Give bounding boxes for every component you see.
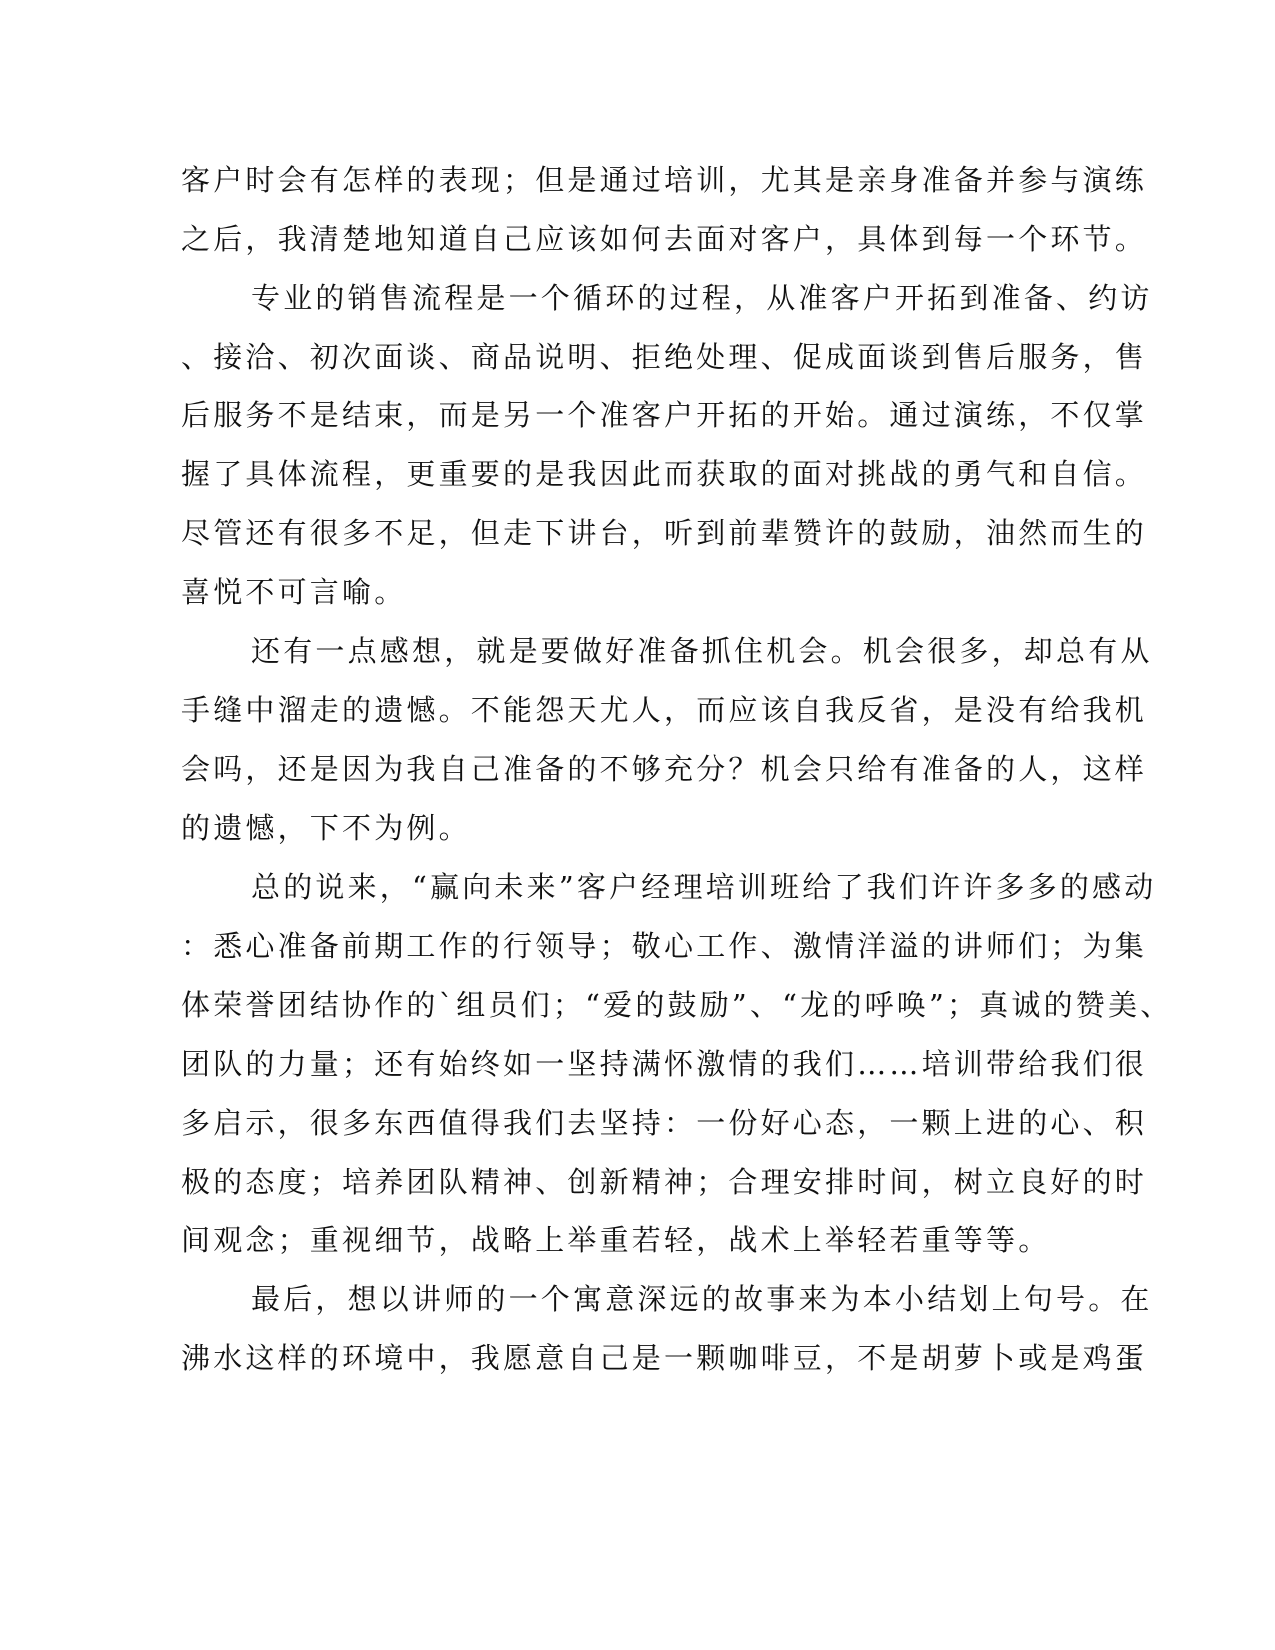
text-line: 间观念；重视细节，战略上举重若轻，战术上举轻若重等等。 [181,1223,1051,1257]
text-line: 的遗憾，下不为例。 [181,811,471,845]
text-line: 团队的力量；还有始终如一坚持满怀激情的我们……培训带给我们很 [181,1047,1148,1081]
paragraph-start-line: 专业的销售流程是一个循环的过程，从准客户开拓到准备、约访 [251,281,1153,315]
text-line: ：悉心准备前期工作的行领导；敬心工作、激情洋溢的讲师们；为集 [181,929,1148,963]
text-line: 多启示，很多东西值得我们去坚持：一份好心态，一颗上进的心、积 [181,1106,1148,1140]
text-line: 会吗，还是因为我自己准备的不够充分？机会只给有准备的人，这样 [181,752,1148,786]
text-line: 后服务不是结束，而是另一个准客户开拓的开始。通过演练，不仅掌 [181,398,1148,432]
text-line: 之后，我清楚地知道自己应该如何去面对客户，具体到每一个环节。 [181,222,1148,256]
text-line: 极的态度；培养团队精神、创新精神；合理安排时间，树立良好的时 [181,1165,1148,1199]
text-line: 、接洽、初次面谈、商品说明、拒绝处理、促成面谈到售后服务，售 [181,340,1148,374]
text-line: 握了具体流程，更重要的是我因此而获取的面对挑战的勇气和自信。 [181,457,1148,491]
paragraph-start-line: 总的说来，“赢向未来”客户经理培训班给了我们许许多多的感动 [251,870,1157,904]
text-line: 喜悦不可言喻。 [181,575,407,609]
paragraph-start-line: 还有一点感想，就是要做好准备抓住机会。机会很多，却总有从 [251,634,1153,668]
text-line: 体荣誉团结协作的`组员们；“爱的鼓励”、“龙的呼唤”；真诚的赞美、 [181,988,1173,1022]
paragraph-start-line: 最后，想以讲师的一个寓意深远的故事来为本小结划上句号。在 [251,1282,1153,1316]
text-line: 尽管还有很多不足，但走下讲台，听到前辈赞许的鼓励，油然而生的 [181,516,1148,550]
text-line: 客户时会有怎样的表现；但是通过培训，尤其是亲身准备并参与演练 [181,163,1148,197]
text-line: 手缝中溜走的遗憾。不能怨天尤人，而应该自我反省，是没有给我机 [181,693,1148,727]
text-line: 沸水这样的环境中，我愿意自己是一颗咖啡豆，不是胡萝卜或是鸡蛋 [181,1341,1148,1375]
